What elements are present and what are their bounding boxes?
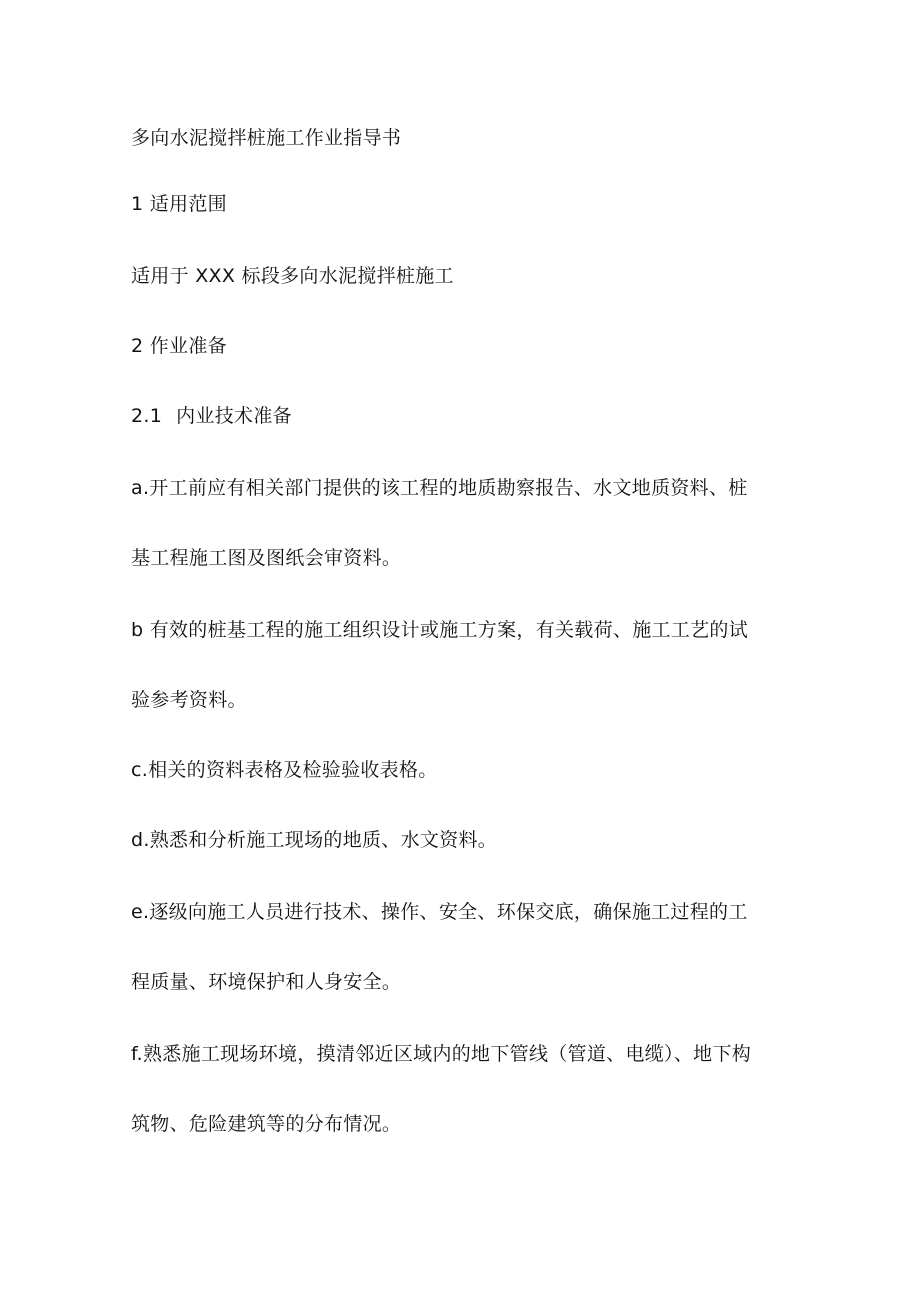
item-f-line-2: 筑物、危险建筑等的分布情况。 bbox=[131, 1113, 402, 1135]
section-1-text: 适用于 XXX 标段多向水泥搅拌桩施工 bbox=[131, 265, 454, 287]
item-a-line-1: a.开工前应有相关部门提供的该工程的地质勘察报告、水文地质资料、桩 bbox=[131, 477, 748, 499]
document-title: 多向水泥搅拌桩施工作业指导书 bbox=[131, 127, 402, 149]
section-2-1-number: 2.1 bbox=[131, 405, 163, 427]
item-b-line-1: b 有效的桩基工程的施工组织设计或施工方案，有关载荷、施工工艺的试 bbox=[131, 619, 749, 641]
section-2-1-heading bbox=[131, 402, 292, 430]
item-e-line-2: 程质量、环境保护和人身安全。 bbox=[131, 971, 402, 993]
item-c: c.相关的资料表格及检验验收表格。 bbox=[131, 759, 438, 781]
section-2-heading: 2 作业准备 bbox=[131, 335, 227, 357]
section-2-1-title: 内业技术准备 bbox=[176, 405, 292, 427]
item-d: d.熟悉和分析施工现场的地质、水文资料。 bbox=[131, 829, 498, 851]
section-1-heading: 1 适用范围 bbox=[131, 193, 227, 215]
item-f-line-1: f.熟悉施工现场环境，摸清邻近区域内的地下管线（管道、电缆）、地下构 bbox=[131, 1043, 752, 1065]
item-a-line-2: 基工程施工图及图纸会审资料。 bbox=[131, 547, 402, 569]
item-e-line-1: e.逐级向施工人员进行技术、操作、安全、环保交底，确保施工过程的工 bbox=[131, 901, 748, 923]
item-b-line-2: 验参考资料。 bbox=[131, 689, 247, 711]
